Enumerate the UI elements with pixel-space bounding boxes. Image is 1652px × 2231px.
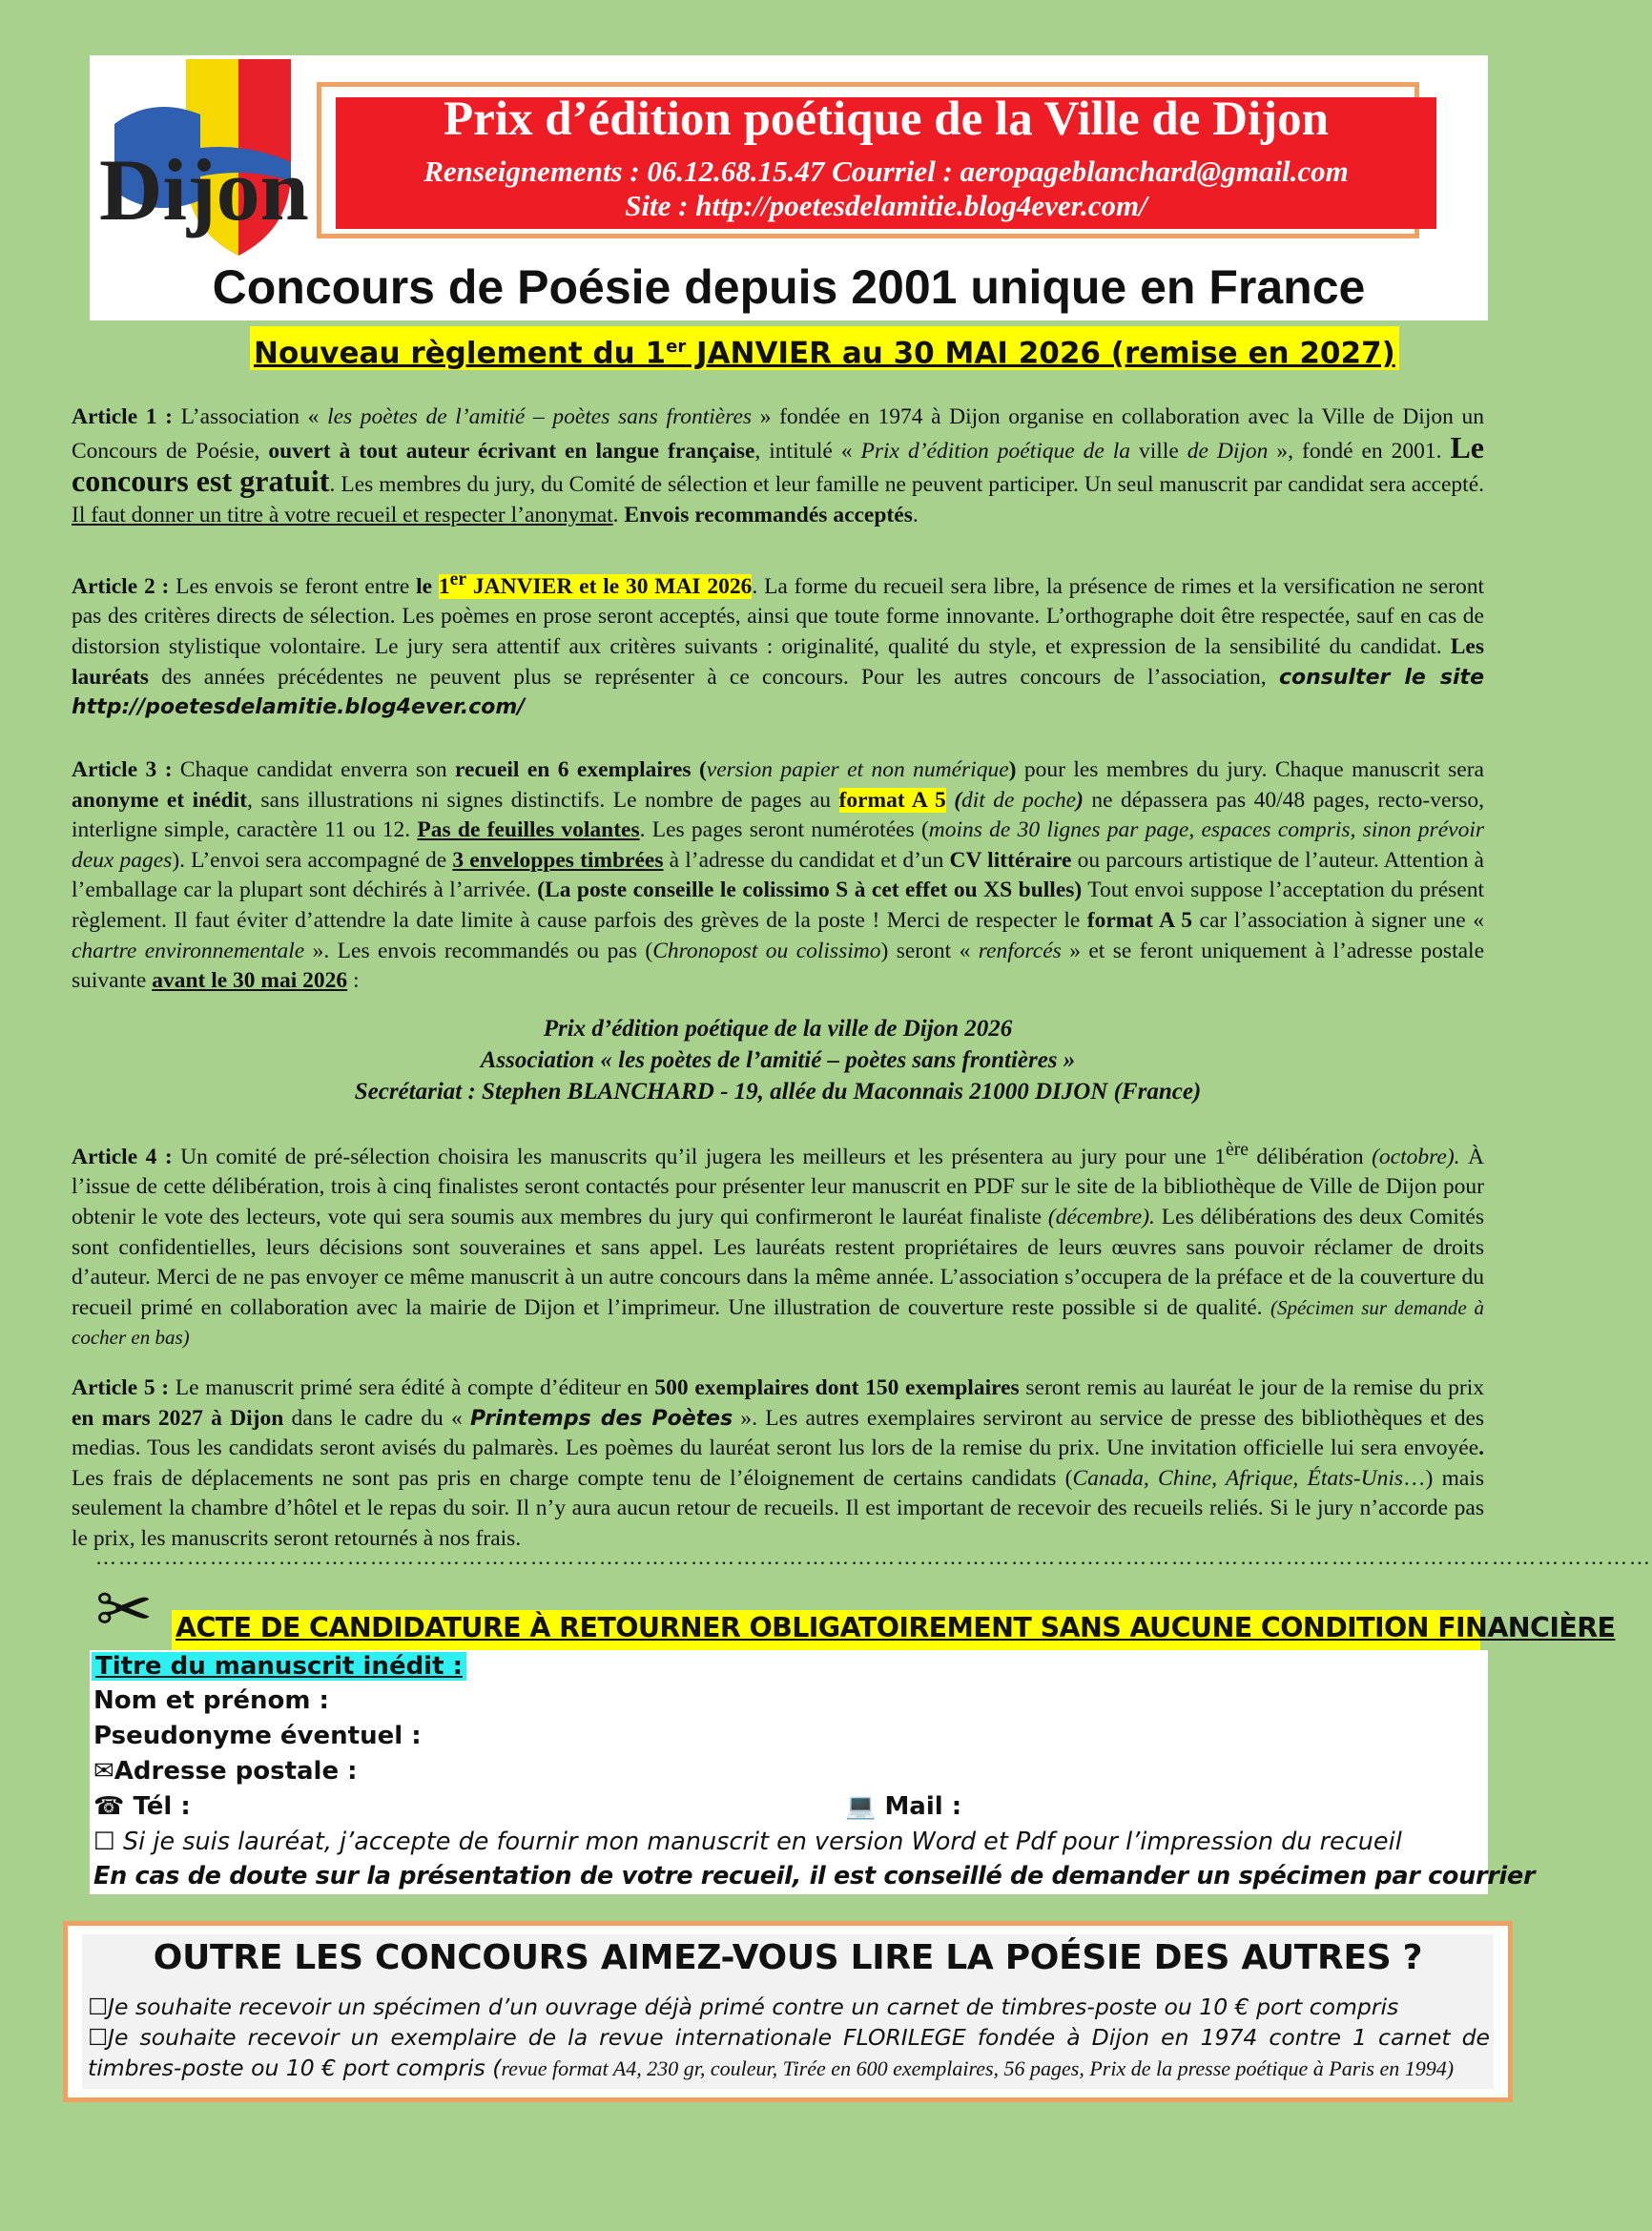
banner-site: Site : http://poetesdelamitie.blog4ever.com/: [625, 189, 1147, 222]
checkbox-icon[interactable]: ☐: [93, 1828, 115, 1856]
checkbox-icon[interactable]: ☐: [88, 1993, 109, 2020]
postal-address: [72, 1013, 1484, 1107]
pseudonym-field[interactable]: Pseudonyme éventuel :: [93, 1722, 422, 1750]
article-4: Article 4 : Un comité de pré-sélection choisira les manuscrits qu’il jugera les meilleurs et les présentera au jury pour une 1ère délibération (octobre). À l’issue de cette délibération, trois à cinq finalistes seront contactés pour présenter leur manuscrit en PDF sur le site de la bibliothèque de Ville de Dijon pour obtenir le vote des lecteurs, vote qui sera soumis aux membres du jury qui confirmeront le lauréat finaliste (décembre). Les délibérations des deux Comités sont confidentielles, leurs décisions sont souveraines et sans appel. Les lauréats restent propriétaires de leurs œuvres sans pouvoir réclamer de droits d’auteur. Merci de ne pas envoyer ce même manuscrit à un autre concours dans la même année. L’association s’occupera de la préface et de la couverture du recueil primé en collaboration avec la mairie de Dijon et l’imprimeur. Une illustration de couverture reste possible si de qualité. (Spécimen sur demande à cocher en bas): [72, 1140, 1485, 1350]
article-1: Article 1 : L’association « les poètes de l’amitié – poètes sans frontières » fondée en 1974 à Dijon organise en collaboration avec la Ville de Dijon un Concours de Poésie, ouvert à tout auteur écrivant en langue française, intitulé « Prix d’édition poétique de la ville de Dijon », fondé en 2001. Le concours est gratuit. Les membres du jury, du Comité de sélection et leur famille ne peuvent participer. Un seul manuscrit par candidat sera accepté. Il faut donner un titre à votre recueil et respecter l’anonymat. Envois recommandés acceptés.: [72, 404, 1484, 527]
laureate-consent-checkbox[interactable]: ☐ Si je suis lauréat, j’accepte de fournir mon manuscrit en version Word et Pdf pour l’impression du recueil: [93, 1828, 1402, 1856]
florilege-option[interactable]: ☐Je souhaite recevoir un exemplaire de la revue internationale FLORILEGE fondée à Dijon en 1974 contre 1 carnet de timbres-poste ou 10 € port compris (revue format A4, 230 gr, couleur, Tirée en 600 exemplaires, 56 pages, Prix de la presse poétique à Paris en 1994): [88, 2024, 1490, 2081]
specimen-option[interactable]: ☐Je souhaite recevoir un spécimen d’un ouvrage déjà primé contre un carnet de timbres-poste ou 10 € port compris: [88, 1993, 1399, 2020]
logo-text: Dijon: [99, 141, 309, 238]
reading-offer-title: OUTRE LES CONCOURS AIMEZ-VOUS LIRE LA POÉSIE DES AUTRES ?: [153, 1938, 1423, 1977]
article-5: Article 5 : Le manuscrit primé sera édité à compte d’éditeur en 500 exemplaires dont 150 exemplaires seront remis au lauréat le jour de la remise du prix en mars 2027 à Dijon dans le cadre du « Printemps des Poètes ». Les autres exemplaires serviront au service de presse des bibliothèques et des medias. Tous les candidats seront avisés du palmarès. Les poèmes du lauréat seront lus lors de la remise du prix. Une invitation officielle lui sera envoyée. Les frais de déplacements ne sont pas pris en charge compte tenu de l’éloignement de certains candidats (Canada, Chine, Afrique, États-Unis…) mais seulement la chambre d’hôtel et le repas du soir. Il n’y aura aucun retour de recueils. Il est important de recevoir des recueils reliés. Si le jury n’accorde pas le prix, les manuscrits seront retournés à nos frais.: [72, 1375, 1485, 1551]
cut-line: ……………………………………………………………………………………………………………………………………………………………………………………: [95, 1545, 1652, 1569]
mail-field[interactable]: 💻 Mail :: [845, 1792, 962, 1821]
phone-icon: ☎: [93, 1792, 125, 1821]
manuscript-title-field[interactable]: Titre du manuscrit inédit :: [92, 1652, 466, 1681]
rules-subhead: Nouveau règlement du 1er JANVIER au 30 MAI 2026 (remise en 2027): [250, 326, 1399, 370]
article-3: Article 3 : Chaque candidat enverra son recueil en 6 exemplaires (version papier et non numérique) pour les membres du jury. Chaque manuscrit sera anonyme et inédit, sans illustrations ni signes distinctifs. Le nombre de pages au format A 5 (dit de poche) ne dépassera pas 40/48 pages, recto-verso, interligne simple, caractère 11 ou 12. Pas de feuilles volantes. Les pages seront numérotées (moins de 30 lignes par page, espaces compris, sinon prévoir deux pages). L’envoi sera accompagné de 3 enveloppes timbrées à l’adresse du candidat et d’un CV littéraire ou parcours artistique de l’auteur. Attention à l’emballage car la plupart sont déchirés à l’arrivée. (La poste conseille le colissimo S à cet effet ou XS bulles) Tout envoi suppose l’acceptation du présent règlement. Il faut éviter d’attendre la date limite à cause parfois des grèves de la poste ! Merci de respecter le format A 5 car l’association à signer une « chartre environnementale ». Les envois recommandés ou pas (Chronopost ou colissimo) seront « renforcés » et se feront uniquement à l’adresse postale suivante avant le 30 mai 2026 :: [72, 757, 1485, 994]
address-line-3: Secrétariat : Stephen BLANCHARD - 19, allée du Maconnais 21000 DIJON (France): [354, 1079, 1202, 1105]
address-line-2: Association « les poètes de l’amitié – poètes sans frontières »: [480, 1047, 1076, 1073]
acte-title: ACTE DE CANDIDATURE À RETOURNER OBLIGATOIREMENT SANS AUCUNE CONDITION FINANCIÈRE: [176, 1612, 1616, 1643]
envelope-icon: ✉: [93, 1757, 114, 1786]
banner-title: Prix d’édition poétique de la Ville de Dijon: [444, 93, 1329, 146]
doubt-note: En cas de doute sur la présentation de votre recueil, il est conseillé de demander un spécimen par courrier: [93, 1862, 1536, 1890]
phone-field[interactable]: ☎ Tél :: [93, 1792, 191, 1821]
page-headline: Concours de Poésie depuis 2001 unique en France: [212, 260, 1366, 314]
article-2: Article 2 : Les envois se feront entre le 1er JANVIER et le 30 MAI 2026. La forme du recueil sera libre, la présence de rimes et la versification ne seront pas des critères directs de sélection. Les poèmes en prose seront acceptés, ainsi que toute forme innovante. L’orthographe doit être respectée, sauf en cas de distorsion stylistique volontaire. Le jury sera attentif aux critères suivants : originalité, qualité du style, et expression de la sensibilité du candidat. Les lauréats des années précédentes ne peuvent plus se représenter à ce concours. Pour les autres concours de l’association, consulter le site http://poetesdelamitie.blog4ever.com/: [72, 569, 1485, 720]
banner-contact: Renseignements : 06.12.68.15.47 Courriel : aeropageblanchard@gmail.com: [423, 155, 1349, 188]
name-field[interactable]: Nom et prénom :: [93, 1686, 329, 1715]
checkbox-icon[interactable]: ☐: [88, 2024, 109, 2051]
dijon-logo: [95, 57, 309, 258]
address-line-1: Prix d’édition poétique de la ville de Dijon 2026: [543, 1016, 1013, 1042]
postal-address-field[interactable]: ✉Adresse postale :: [93, 1757, 358, 1786]
scissors-icon: ✂: [95, 1572, 154, 1648]
laptop-icon: 💻: [845, 1792, 877, 1821]
